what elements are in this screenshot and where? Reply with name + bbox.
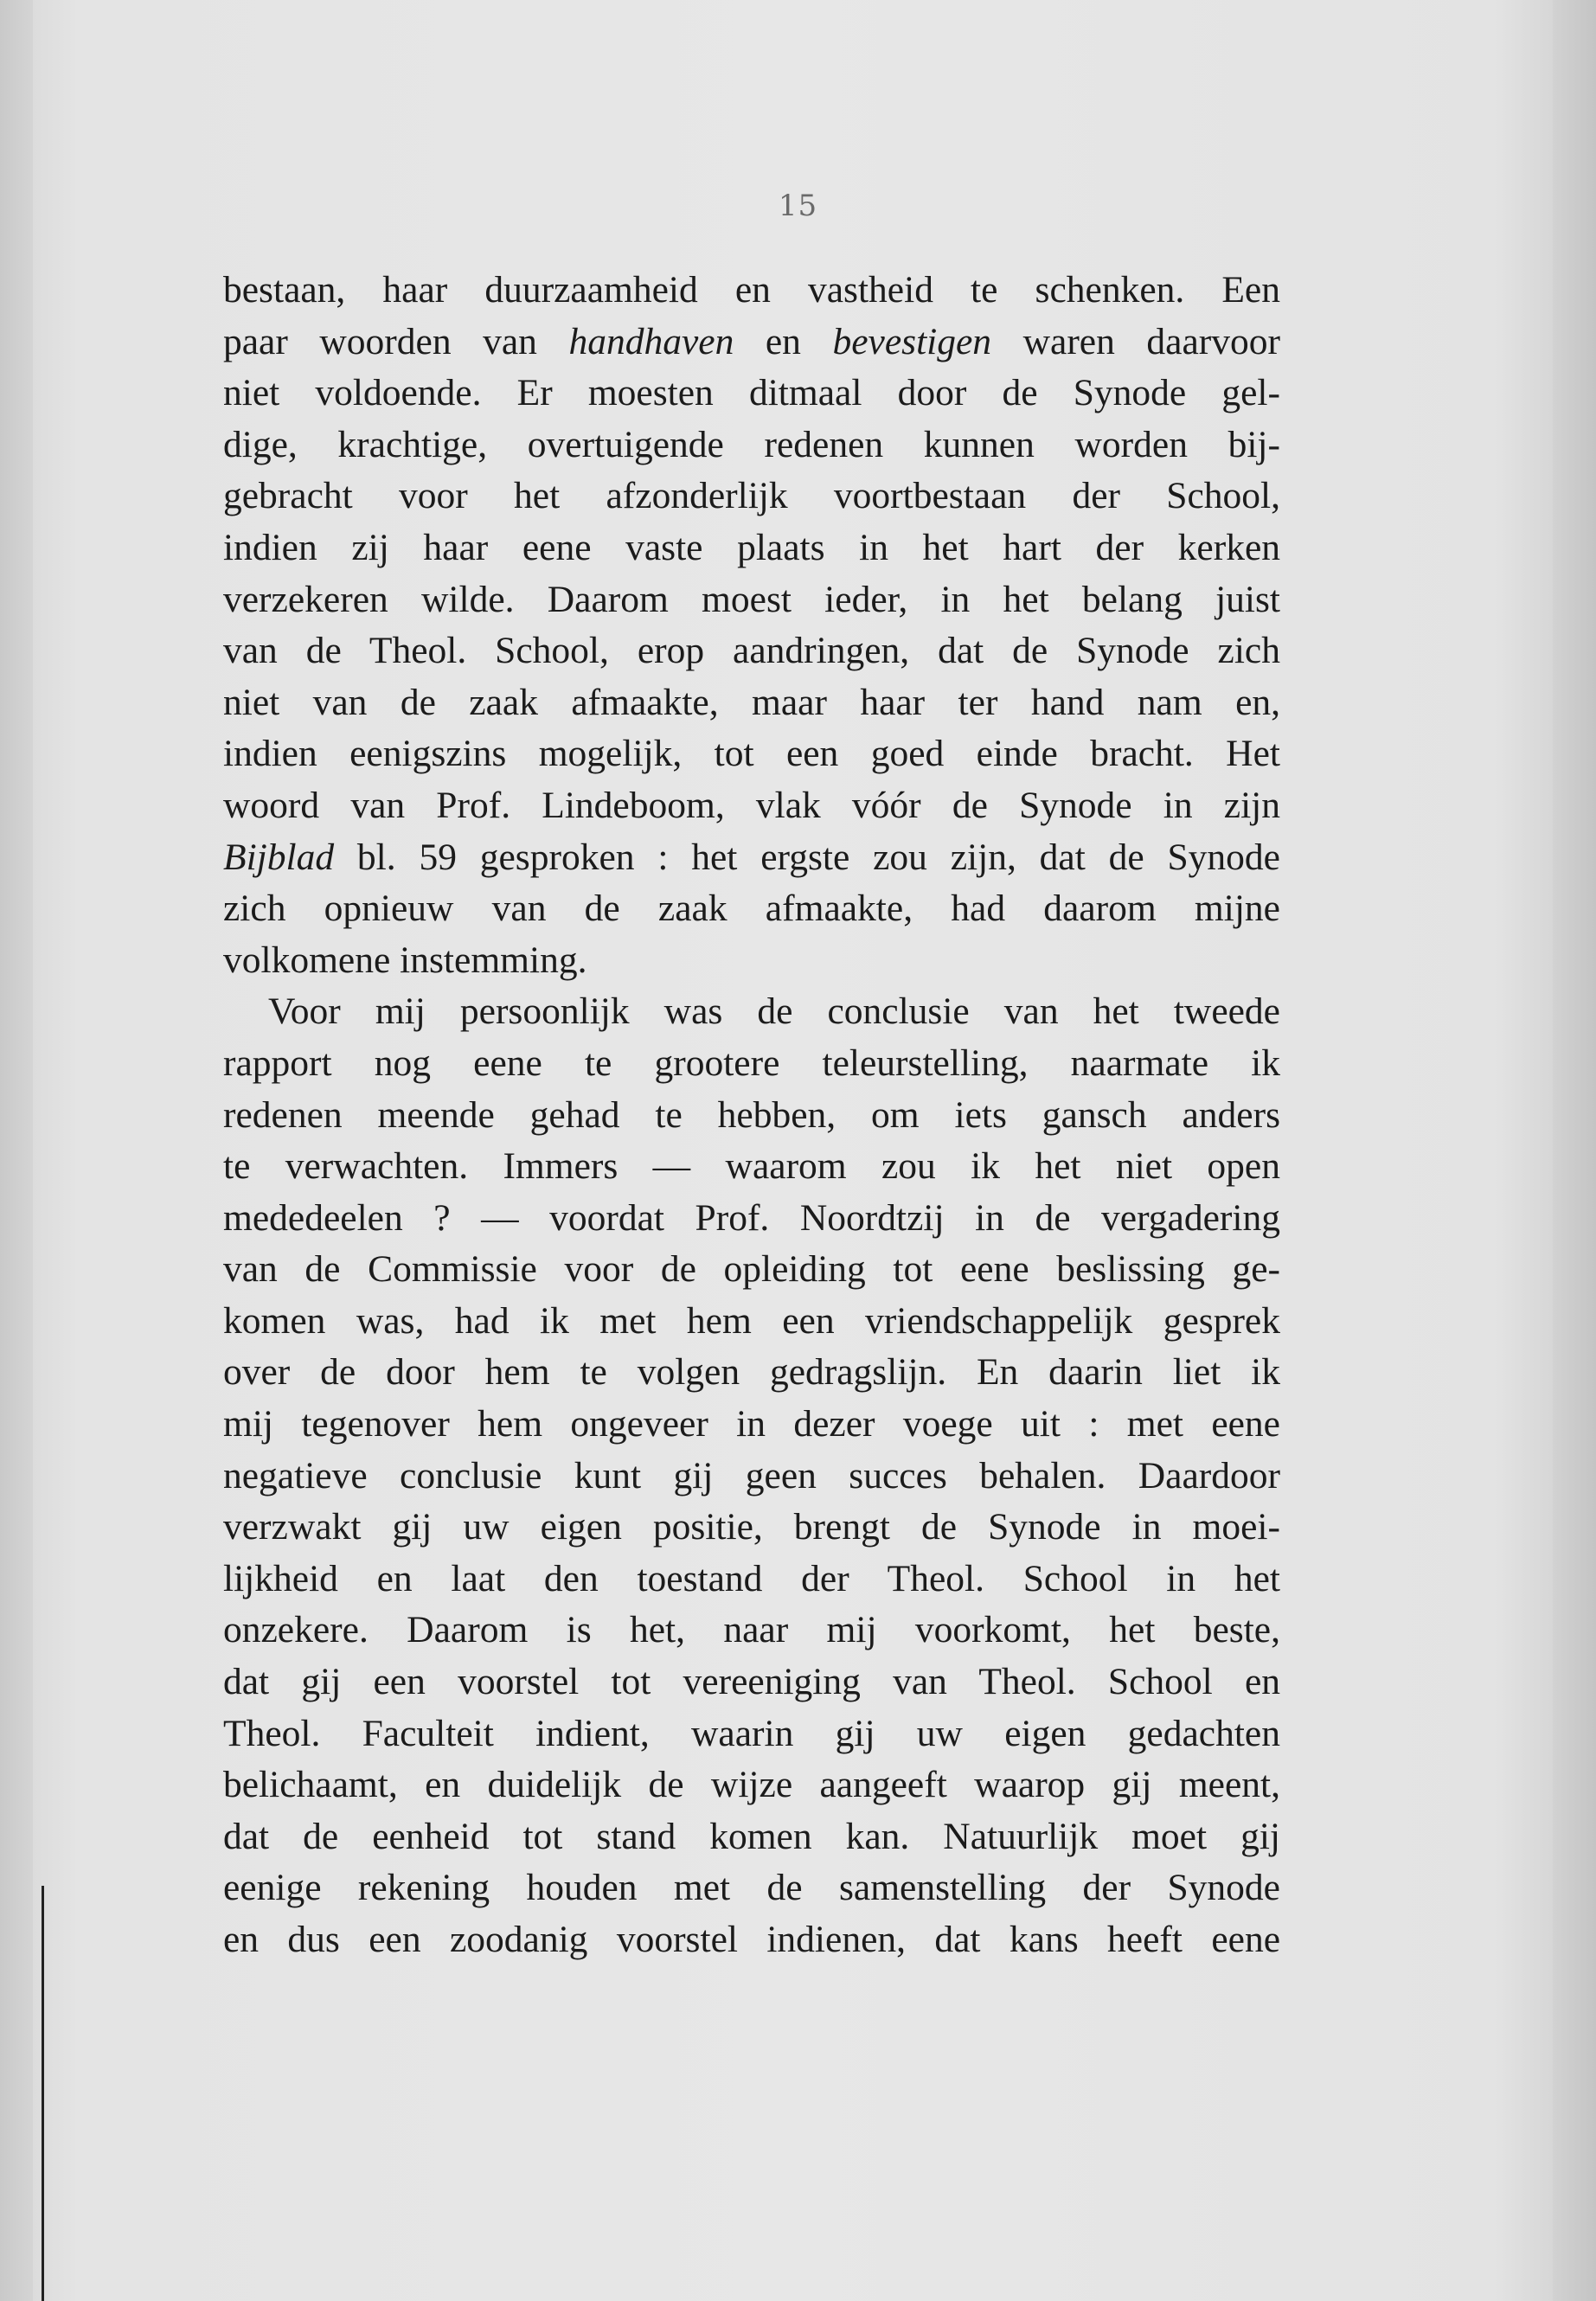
- text-line: eenige rekening houden met de samenstelling der Synode: [223, 1867, 1280, 1909]
- binding-edge-line: [42, 1886, 44, 2301]
- text-line: Bijblad bl. 59 gesproken : het ergste zou zijn, dat de Synode: [223, 836, 1280, 878]
- text-line: belichaamt, en duidelijk de wijze aangeeft waarop gij meent,: [223, 1764, 1280, 1806]
- text-line: verzwakt gij uw eigen positie, brengt de Synode in moei-: [223, 1506, 1280, 1548]
- text-line: bestaan, haar duurzaamheid en vastheid te schenken. Een: [223, 269, 1280, 311]
- text-line: dat gij een voorstel tot vereeniging van Theol. School en: [223, 1661, 1280, 1703]
- text-line: redenen meende gehad te hebben, om iets gansch anders: [223, 1093, 1280, 1136]
- text-line: woord van Prof. Lindeboom, vlak vóór de Synode in zijn: [223, 784, 1280, 826]
- text-line: mij tegenover hem ongeveer in dezer voege uit : met eene: [223, 1403, 1280, 1445]
- text-line: te verwachten. Immers — waarom zou ik het niet open: [223, 1145, 1280, 1188]
- body-text: [223, 265, 1280, 1966]
- page-left-edge: [0, 0, 35, 2301]
- italic-term: Bijblad: [223, 836, 335, 878]
- text-line: mededeelen ? — voordat Prof. Noordtzij in de vergadering: [223, 1196, 1280, 1239]
- italic-term: handhaven: [568, 320, 734, 362]
- text-line: en dus een zoodanig voorstel indienen, dat kans heeft eene: [223, 1919, 1280, 1960]
- text-line: over de door hem te volgen gedragslijn. En daarin liet ik: [223, 1351, 1280, 1394]
- text-line: niet voldoende. Er moesten ditmaal door de Synode gel-: [223, 372, 1280, 414]
- text-line: paar woorden van handhaven en bevestigen waren daarvoor: [223, 320, 1280, 362]
- text-line: Theol. Faculteit indient, waarin gij uw eigen gedachten: [223, 1712, 1280, 1754]
- italic-term: bevestigen: [832, 320, 992, 362]
- text-line: dige, krachtige, overtuigende redenen kunnen worden bij-: [223, 423, 1280, 465]
- text-line: gebracht voor het afzonderlijk voortbestaan der School,: [223, 475, 1280, 517]
- text-line: Voor mij persoonlijk was de conclusie van het tweede: [268, 990, 1280, 1033]
- text-line: van de Commissie voor de opleiding tot eene beslissing ge-: [223, 1248, 1280, 1291]
- text-line: verzekeren wilde. Daarom moest ieder, in het belang juist: [223, 578, 1280, 620]
- page-right-edge: [1553, 0, 1596, 2301]
- page-number: 15: [778, 189, 818, 223]
- text-line: negatieve conclusie kunt gij geen succes behalen. Daardoor: [223, 1454, 1280, 1497]
- text-line: van de Theol. School, erop aandringen, dat de Synode zich: [223, 630, 1280, 672]
- text-line: niet van de zaak afmaakte, maar haar ter hand nam en,: [223, 681, 1280, 723]
- text-line: zich opnieuw van de zaak afmaakte, had daarom mijne: [223, 888, 1280, 930]
- text-line: volkomene instemming.: [223, 939, 587, 981]
- text-line: indien eenigszins mogelijk, tot een goed einde bracht. Het: [223, 733, 1280, 775]
- text-line: komen was, had ik met hem een vriendschappelijk gesprek: [223, 1299, 1280, 1342]
- text-line: indien zij haar eene vaste plaats in het hart der kerken: [223, 526, 1280, 568]
- text-line: onzekere. Daarom is het, naar mij voorkomt, het beste,: [223, 1609, 1280, 1651]
- text-line: dat de eenheid tot stand komen kan. Natuurlijk moet gij: [223, 1815, 1280, 1857]
- text-line: lijkheid en laat den toestand der Theol. School in het: [223, 1557, 1280, 1599]
- text-line: rapport nog eene te grootere teleurstelling, naarmate ik: [223, 1042, 1280, 1084]
